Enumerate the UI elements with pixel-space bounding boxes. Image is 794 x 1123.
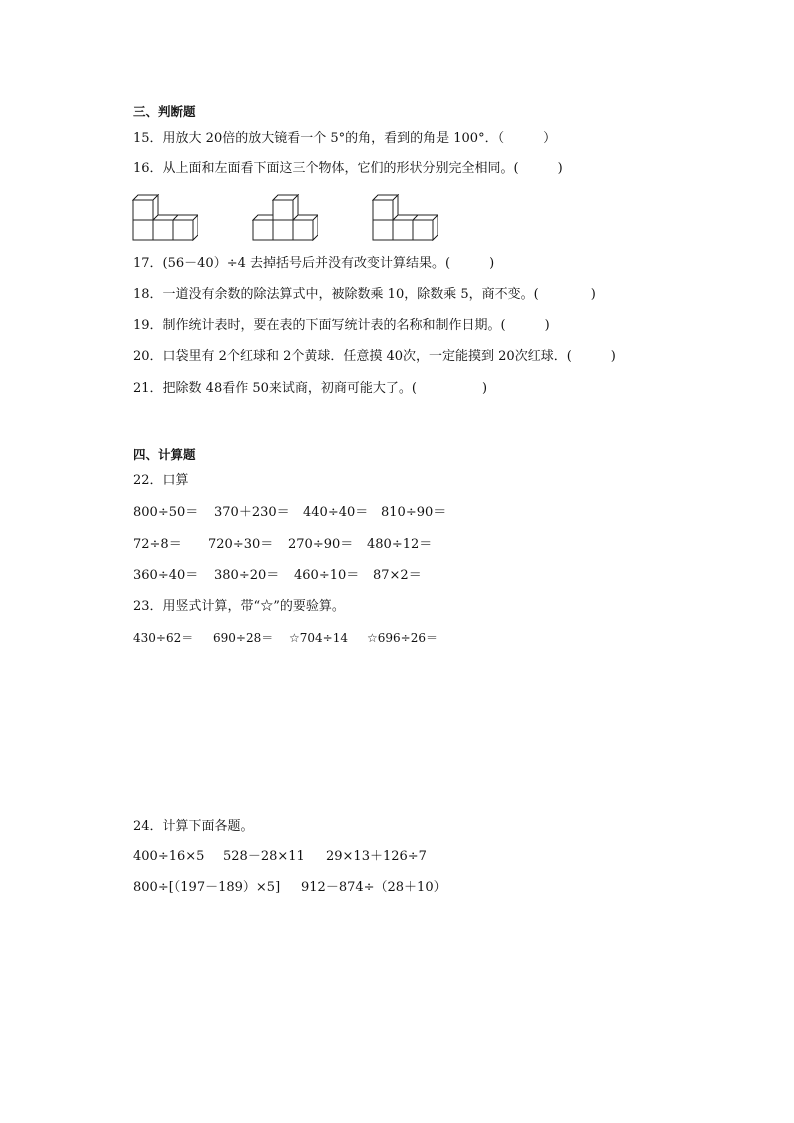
question-18: 18．一道没有余数的除法算式中，被除数乘 10，除数乘 5，商不变。( )	[133, 287, 596, 302]
mixed-item: 400÷16×5	[133, 849, 205, 864]
question-21: 21．把除数 48看作 50来试商，初商可能大了。( )	[133, 381, 488, 396]
mixed-item: 912－874÷（28＋10）	[301, 880, 447, 895]
mixed-item: 800÷[（197－189）×5]	[133, 880, 281, 895]
oral-item: 72÷8＝	[133, 537, 182, 552]
question-24: 24．计算下面各题。	[133, 819, 254, 834]
question-23: 23．用竖式计算，带“☆”的要验算。	[133, 599, 345, 614]
section-4-heading: 四、计算题	[133, 447, 196, 462]
vertical-calc-row	[133, 629, 438, 647]
oral-row-3	[133, 567, 422, 585]
oral-item: 370＋230＝	[214, 505, 290, 520]
oral-item: 480÷12＝	[367, 537, 433, 552]
question-17: 17．(56－40）÷4 去掉括号后并没有改变计算结果。( )	[133, 256, 495, 271]
oral-row-1	[133, 504, 446, 522]
vertical-item: ☆696÷26＝	[367, 631, 438, 645]
question-20: 20．口袋里有 2个红球和 2个黄球．任意摸 40次，一定能摸到 20次红球．( )	[133, 349, 616, 364]
question-16: 16．从上面和左面看下面这三个物体，它们的形状分别完全相同。( )	[133, 161, 563, 176]
vertical-item: ☆704÷14	[289, 631, 348, 645]
oral-item: 440÷40＝	[303, 505, 369, 520]
question-19: 19．制作统计表时，要在表的下面写统计表的名称和制作日期。( )	[133, 318, 550, 333]
oral-item: 380÷20＝	[214, 568, 280, 583]
block-figure-2	[252, 190, 318, 242]
vertical-item: 690÷28＝	[213, 631, 274, 645]
mixed-calc-row-1	[133, 848, 427, 866]
oral-item: 270÷90＝	[288, 537, 354, 552]
block-figure-1	[132, 190, 198, 242]
mixed-item: 29×13＋126÷7	[326, 849, 427, 864]
mixed-calc-row-2	[133, 879, 447, 897]
question-15: 15．用放大 20倍的放大镜看一个 5°的角，看到的角是 100°．（ ）	[133, 131, 557, 146]
oral-item: 460÷10＝	[294, 568, 360, 583]
oral-item: 720÷30＝	[208, 537, 274, 552]
oral-row-2	[133, 536, 432, 554]
block-figure-3	[372, 190, 438, 242]
mixed-item: 528－28×11	[223, 849, 305, 864]
oral-item: 360÷40＝	[133, 568, 199, 583]
vertical-item: 430÷62＝	[133, 631, 194, 645]
question-22: 22．口算	[133, 473, 189, 488]
section-3-heading: 三、判断题	[133, 104, 196, 119]
oral-item: 810÷90＝	[381, 505, 447, 520]
oral-item: 87×2＝	[373, 568, 422, 583]
oral-item: 800÷50＝	[133, 505, 199, 520]
